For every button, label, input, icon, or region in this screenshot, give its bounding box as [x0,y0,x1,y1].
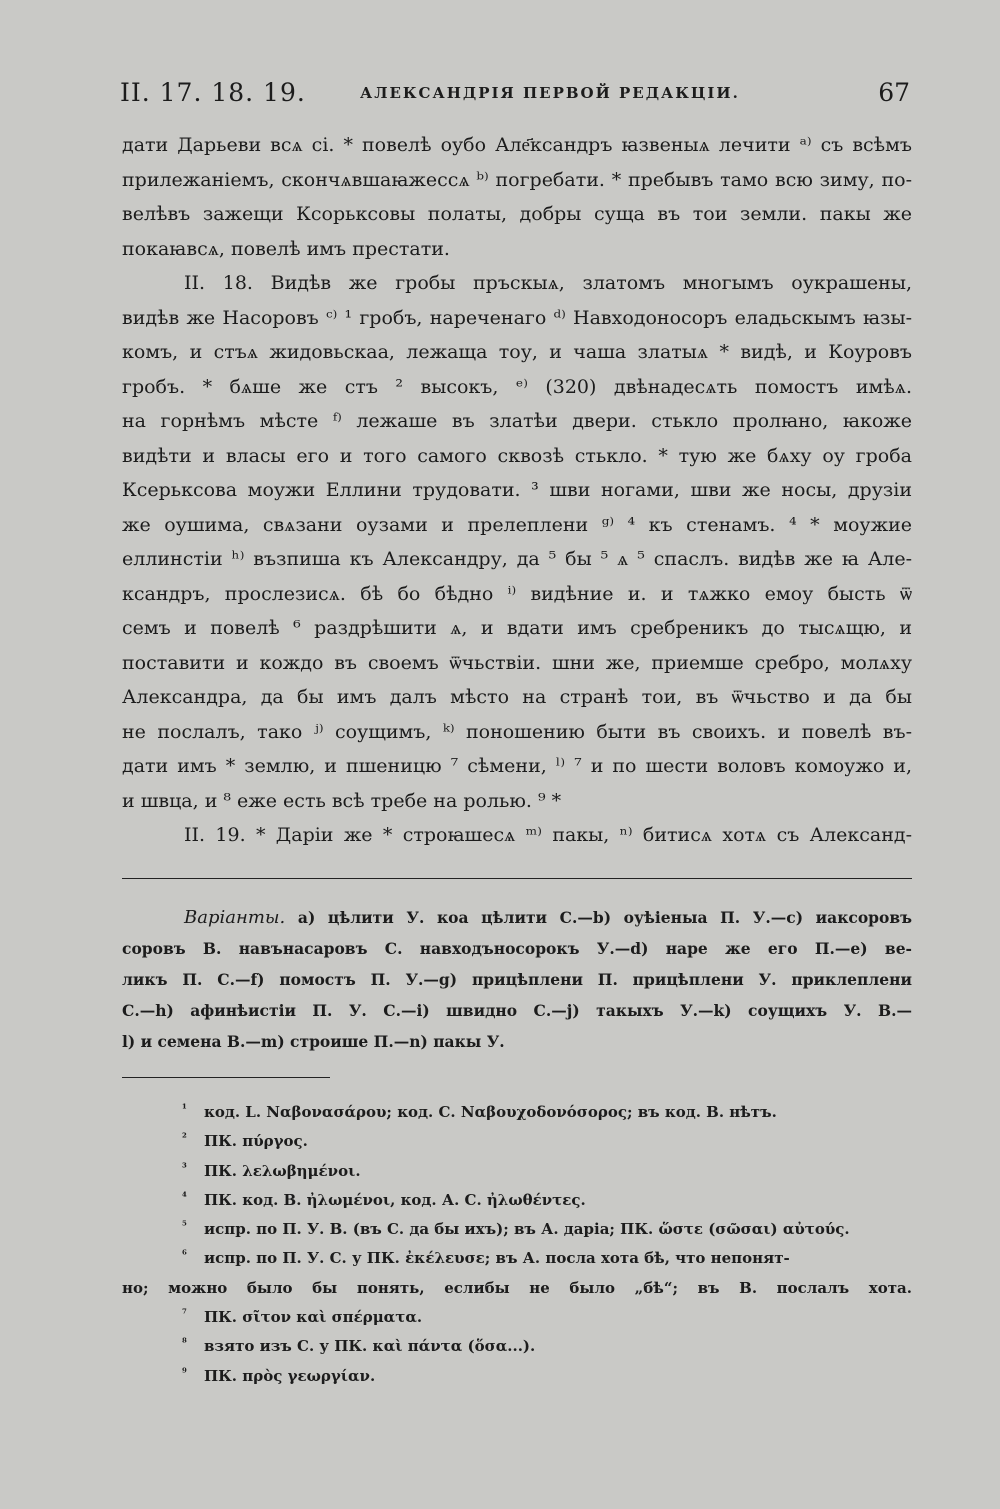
footnote [122,1098,912,1127]
footnote [122,1186,912,1215]
footnote-number: ⁵ [182,1219,187,1233]
footnote-text: ПК. πρὸς γεωργίαν. [204,1366,376,1385]
text-line: на горнѣмъ мѣсте ᶠ⁾ лежаше въ златѣи двери. стькло пролꙗно, ꙗкоже [122,410,912,432]
footnote-continuation: но; можно было бы понять, еслибы не было „бѣ“; въ В. послалъ хота. [122,1278,912,1297]
text-line: дати имъ * землю, и пшеницю ⁷ сѣмени, ˡ⁾ ⁷ и по шести воловъ комоужо и, [122,755,912,777]
text-line: гробъ. * бѧше же стъ ² высокъ, ᵉ⁾ (320) двѣнадесѧть помостъ имѣѧ. [122,375,912,398]
text-line: поставити и кождо въ своемъ ѿчьствіи. шни же, приемше сребро, молѧху [122,651,912,674]
footnote-text: испр. по П. У. В. (въ С. да бы ихъ); въ А. даріа; ПК. ὥστε (σῶσαι) αὐτούς. [204,1220,850,1239]
footnote [122,1127,912,1156]
text-line: велѣвъ зажещи Ксорьксовы полаты, добры суща въ тои земли. пакы же [122,203,912,225]
footnotes [122,1098,912,1391]
text-line: II. 19. * Даріи же * строꙗшесѧ ᵐ⁾ пакы, ⁿ⁾ битисѧ хотѧ съ Александ- [184,824,912,846]
text-line: же оушима, свѧзани оузами и прелеплени ᵍ⁾ ⁴ къ стенамъ. ⁴ * моужие [122,513,912,536]
variant-line: l) и семена В.—m) строише П.—n) пакы У. [122,1032,505,1051]
footnote [122,1303,912,1332]
text-line: видѣти и власы его и того самого сквозѣ стькло. * тую же бѧху оу гроба [122,444,912,467]
footnote-number: ⁴ [182,1189,187,1203]
footnote-text: ПК. πύργος. [204,1132,308,1151]
text-line: и швца, и ⁸ еже есть всѣ требе на ролью. ⁹ * [122,789,562,812]
text-line: еллинстіи ʰ⁾ възпиша къ Александру, да ⁵ бы ⁵ ѧ ⁵ спаслъ. видѣв же ꙗ Але- [122,548,912,570]
footnote-text: испр. по П. У. С. у ПК. ἐκέλευσε; въ А. посла хота бѣ, что непонят- [204,1249,790,1268]
text-line: покаꙗвсѧ, повелѣ имъ престати. [122,237,450,260]
divider-rule [122,878,912,879]
page-number: 67 [878,78,910,107]
variant-text: a) цѣлити У. коа цѣлити С.—b) оуѣіеныа П. У.—с) иаксоровъ [297,908,912,927]
footnote-number: ⁹ [182,1365,187,1379]
variant-line [122,902,912,933]
footnote [122,1362,912,1391]
text-line: Александра, да бы имъ далъ мѣсто на странѣ тои, въ ѿчьство и да бы [122,686,912,708]
text-line: ксандръ, прослезисѧ. бѣ бо бѣдно ⁱ⁾ видѣние и. и тѧжко емоу бысть ѿ [122,582,912,605]
variant-line: соровъ В. навънасаровъ С. навходъносорокъ У.—d) наре же его П.—е) ве- [122,939,912,958]
variants-apparatus [122,902,912,1057]
text-line: прилежаніемъ, скончѧвшаꙗжессѧ ᵇ⁾ погребати. * пребывъ тамо всю зиму, по- [122,168,912,191]
footnote-number: ³ [182,1160,187,1174]
footnote [122,1157,912,1186]
text-line: Ксерьксова моужи Еллини трудовати. ³ шви ногами, шви же носы, друзіи [122,479,912,501]
footnote-text: код. L. Ναβονασάρου; код. С. Ναβουχοδονόσορος; въ код. В. нѣтъ. [204,1103,777,1121]
text-line: комъ, и стъѧ жидовьскаа, лежаща тоу, и чаша златыѧ * видѣ, и Коуровъ [122,341,912,363]
footnote-number: ⁶ [182,1248,187,1262]
footnote [122,1332,912,1361]
footnote [122,1215,912,1244]
footnote [122,1244,912,1273]
running-title: АЛЕКСАНДРІЯ ПЕРВОЙ РЕДАКЦІИ. [360,84,740,102]
text-line: семъ и повелѣ ⁶ раздрѣшити ѧ, и вдати имъ сребреникъ до тысѧщю, и [122,617,912,639]
footnote-text: взято изъ С. у ПК. καὶ πάντα (ὅσα...). [204,1337,536,1356]
footnote-rule [122,1077,330,1078]
section-numbers: II. 17. 18. 19. [120,78,306,107]
main-text [122,128,912,853]
variants-label: Варіанты. [184,907,286,928]
footnote-number: ⁷ [182,1307,187,1321]
text-line: видѣв же Насоровъ ᶜ⁾ ¹ гробъ, нареченаго ᵈ⁾ Навходоносоръ еладьскымъ ꙗзы- [122,306,912,329]
footnote-number: ⁸ [182,1336,187,1350]
footnote-number: ² [182,1131,187,1145]
text-line: II. 18. Видѣв же гробы пръскыѧ, златомъ многымъ оукрашены, [184,272,912,294]
text-line: не послалъ, тако ʲ⁾ соущимъ, ᵏ⁾ поношению быти въ своихъ. и повелѣ въ- [122,720,912,743]
footnote-number: ¹ [182,1102,187,1115]
variant-line: ликъ П. С.—f) помостъ П. У.—g) прицѣплени П. прицѣплени У. приклеплени [122,970,912,989]
footnote-text: ПК. σῖτον καὶ σπέρματα. [204,1308,423,1327]
text-line: дати Дарьеви всѧ сі. * повелѣ оубо Але҃ксандръ ꙗзвеныѧ лечити ᵃ⁾ съ всѣмъ [122,134,912,156]
running-header [120,78,910,118]
variant-line: С.—h) афинѣистіи П. У. С.—i) швидно С.—j) такыхъ У.—k) соущихъ У. В.— [122,1001,912,1020]
footnote-text: ПК. код. В. ἠλωμένοι, код. А. С. ἠλωθέντες. [204,1190,586,1209]
footnote-text: ПК. λελωβημένοι. [204,1161,361,1180]
